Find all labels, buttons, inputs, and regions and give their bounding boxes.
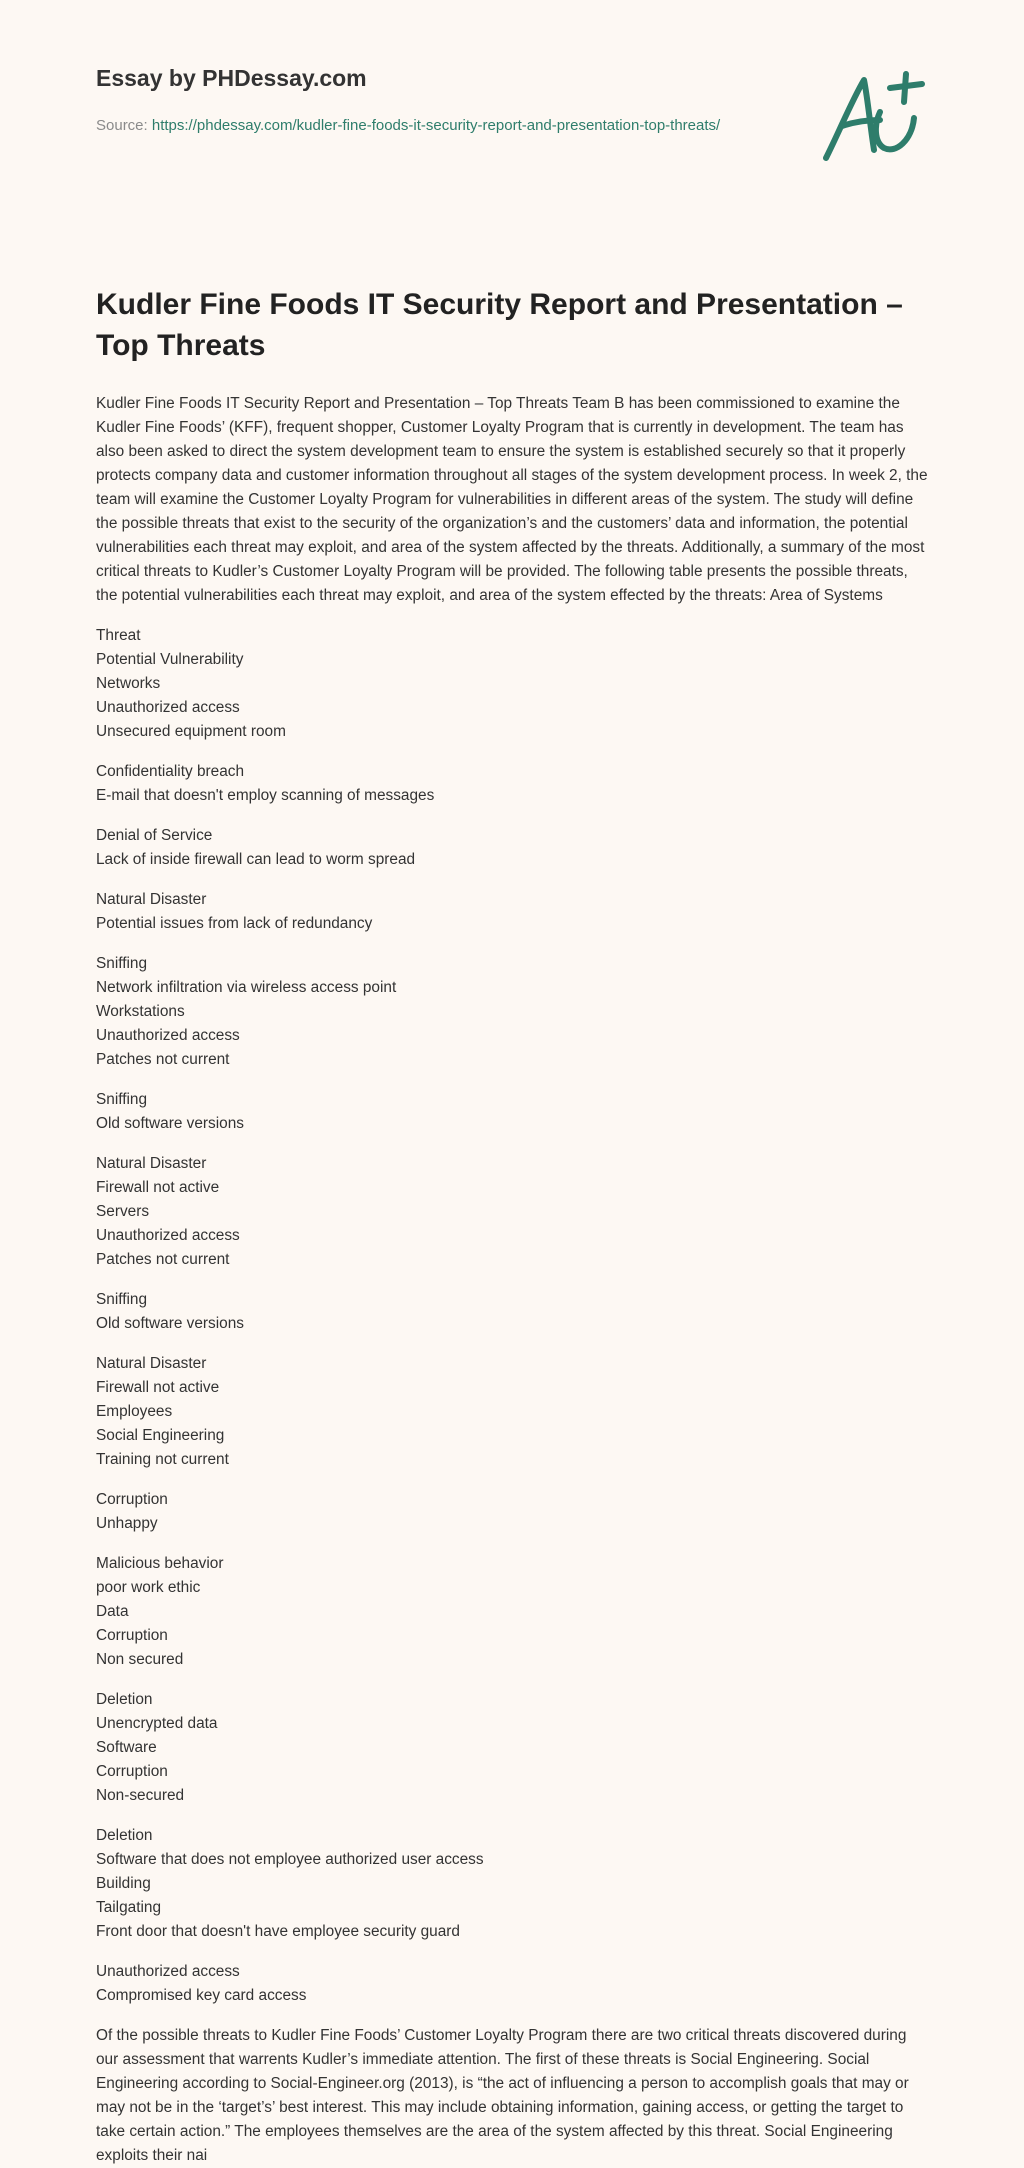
threat-line: Network infiltration via wireless access point	[96, 979, 397, 996]
threat-line: Patches not current	[96, 1251, 230, 1268]
brand-title: Essay by PHDessay.com	[96, 65, 367, 91]
intro-paragraph: Kudler Fine Foods IT Security Report and Presentation – Top Threats Team B has been commissioned to examine the Kudler Fine Foods’ (KFF), frequent shopper, Customer Loyalty Program that is currently in development. The team has also been asked to direct the system development team to ensure the system is established securely so that it properly protects company data and customer information throughout all stages of the system development process. In week 2, the team will examine the Customer Loyalty Program for vulnerabilities in different areas of the system. The study will define the possible threats that exist to the security of the organization’s and the customers’ data and information, the potential vulnerabilities each threat may exploit, and area of the system affected by the threats. Additionally, a summary of the most critical threats to Kudler’s Customer Loyalty Program will be provided. The following table presents the possible threats, the potential vulnerabilities each threat may exploit, and area of the system effected by the threats: Area of Systems	[96, 395, 928, 604]
threat-group	[96, 1088, 928, 1136]
threat-line: Unsecured equipment room	[96, 723, 286, 740]
threat-line: Deletion	[96, 1691, 153, 1708]
threat-group	[96, 952, 928, 1072]
threat-group	[96, 1152, 928, 1272]
threat-line: Natural Disaster	[96, 1155, 207, 1172]
source-line	[96, 114, 776, 138]
threat-line: Training not current	[96, 1451, 229, 1468]
threat-line: Unauthorized access	[96, 1963, 240, 1980]
threat-line: Corruption	[96, 1627, 168, 1644]
threat-line: Malicious behavior	[96, 1555, 224, 1572]
threat-line: Sniffing	[96, 1091, 148, 1108]
threat-line: Old software versions	[96, 1115, 244, 1132]
threat-line: Unhappy	[96, 1515, 158, 1532]
threat-line: Unauthorized access	[96, 1027, 240, 1044]
threat-line: Potential issues from lack of redundancy	[96, 915, 373, 932]
threat-line: Lack of inside firewall can lead to worm spread	[96, 851, 416, 868]
threat-line: Compromised key card access	[96, 1987, 307, 2004]
closing-paragraph: Of the possible threats to Kudler Fine Foods’ Customer Loyalty Program there are two critical threats discovered during our assessment that warrents Kudler’s immediate attention. The first of these threats is Social Engineering. Social Engineering according to Social-Engineer.org (2013), is “the act of influencing a person to accomplish goals that may or may not be in the ‘target’s’ best interest. This may include obtaining information, gaining access, or getting the target to take certain action.” The employees themselves are the area of the system affected by this threat. Social Engineering exploits their nai	[96, 2027, 909, 2164]
threat-group	[96, 1352, 928, 1472]
essay-title: Kudler Fine Foods IT Security Report and Presentation – Top Threats	[96, 288, 903, 362]
threat-line: Deletion	[96, 1827, 153, 1844]
threat-line: Old software versions	[96, 1315, 244, 1332]
threat-line: Natural Disaster	[96, 891, 207, 908]
threat-table-list	[96, 624, 928, 2008]
threat-line: Social Engineering	[96, 1427, 225, 1444]
threat-line: Potential Vulnerability	[96, 651, 244, 668]
threat-line: Software	[96, 1739, 157, 1756]
threat-group	[96, 888, 928, 936]
threat-line: Tailgating	[96, 1899, 162, 1916]
threat-line: Software that does not employee authorized user access	[96, 1851, 484, 1868]
threat-line: Unauthorized access	[96, 1227, 240, 1244]
threat-line: Patches not current	[96, 1051, 230, 1068]
threat-line: Non secured	[96, 1651, 184, 1668]
threat-group	[96, 624, 928, 744]
threat-group	[96, 1960, 928, 2008]
threat-group	[96, 760, 928, 808]
threat-group	[96, 824, 928, 872]
source-link[interactable]: https://phdessay.com/kudler-fine-foods-it-security-report-and-presentation-top-threats/	[151, 117, 721, 134]
threat-line: Sniffing	[96, 955, 148, 972]
threat-line: Denial of Service	[96, 827, 213, 844]
threat-line: Servers	[96, 1203, 150, 1220]
threat-line: Corruption	[96, 1763, 168, 1780]
source-label: Source:	[96, 117, 152, 134]
threat-line: Non-secured	[96, 1787, 185, 1804]
threat-line: Employees	[96, 1403, 173, 1420]
threat-group	[96, 1488, 928, 1536]
threat-line: Data	[96, 1603, 129, 1620]
threat-line: Networks	[96, 675, 161, 692]
threat-line: poor work ethic	[96, 1579, 201, 1596]
threat-line: Building	[96, 1875, 151, 1892]
threat-group	[96, 1824, 928, 1944]
threat-line: E-mail that doesn't employ scanning of messages	[96, 787, 435, 804]
threat-line: Confidentiality breach	[96, 763, 245, 780]
threat-group	[96, 1288, 928, 1336]
threat-line: Firewall not active	[96, 1379, 220, 1396]
threat-line: Unauthorized access	[96, 699, 240, 716]
a-plus-grade-icon	[818, 70, 928, 165]
page-header	[96, 0, 928, 222]
threat-line: Unencrypted data	[96, 1715, 218, 1732]
threat-line: Firewall not active	[96, 1179, 220, 1196]
threat-group	[96, 1688, 928, 1808]
threat-line: Sniffing	[96, 1291, 148, 1308]
threat-line: Corruption	[96, 1491, 168, 1508]
threat-line: Front door that doesn't have employee security guard	[96, 1923, 460, 1940]
threat-line: Threat	[96, 627, 141, 644]
threat-group	[96, 1552, 928, 1672]
threat-line: Natural Disaster	[96, 1355, 207, 1372]
threat-line: Workstations	[96, 1003, 185, 1020]
